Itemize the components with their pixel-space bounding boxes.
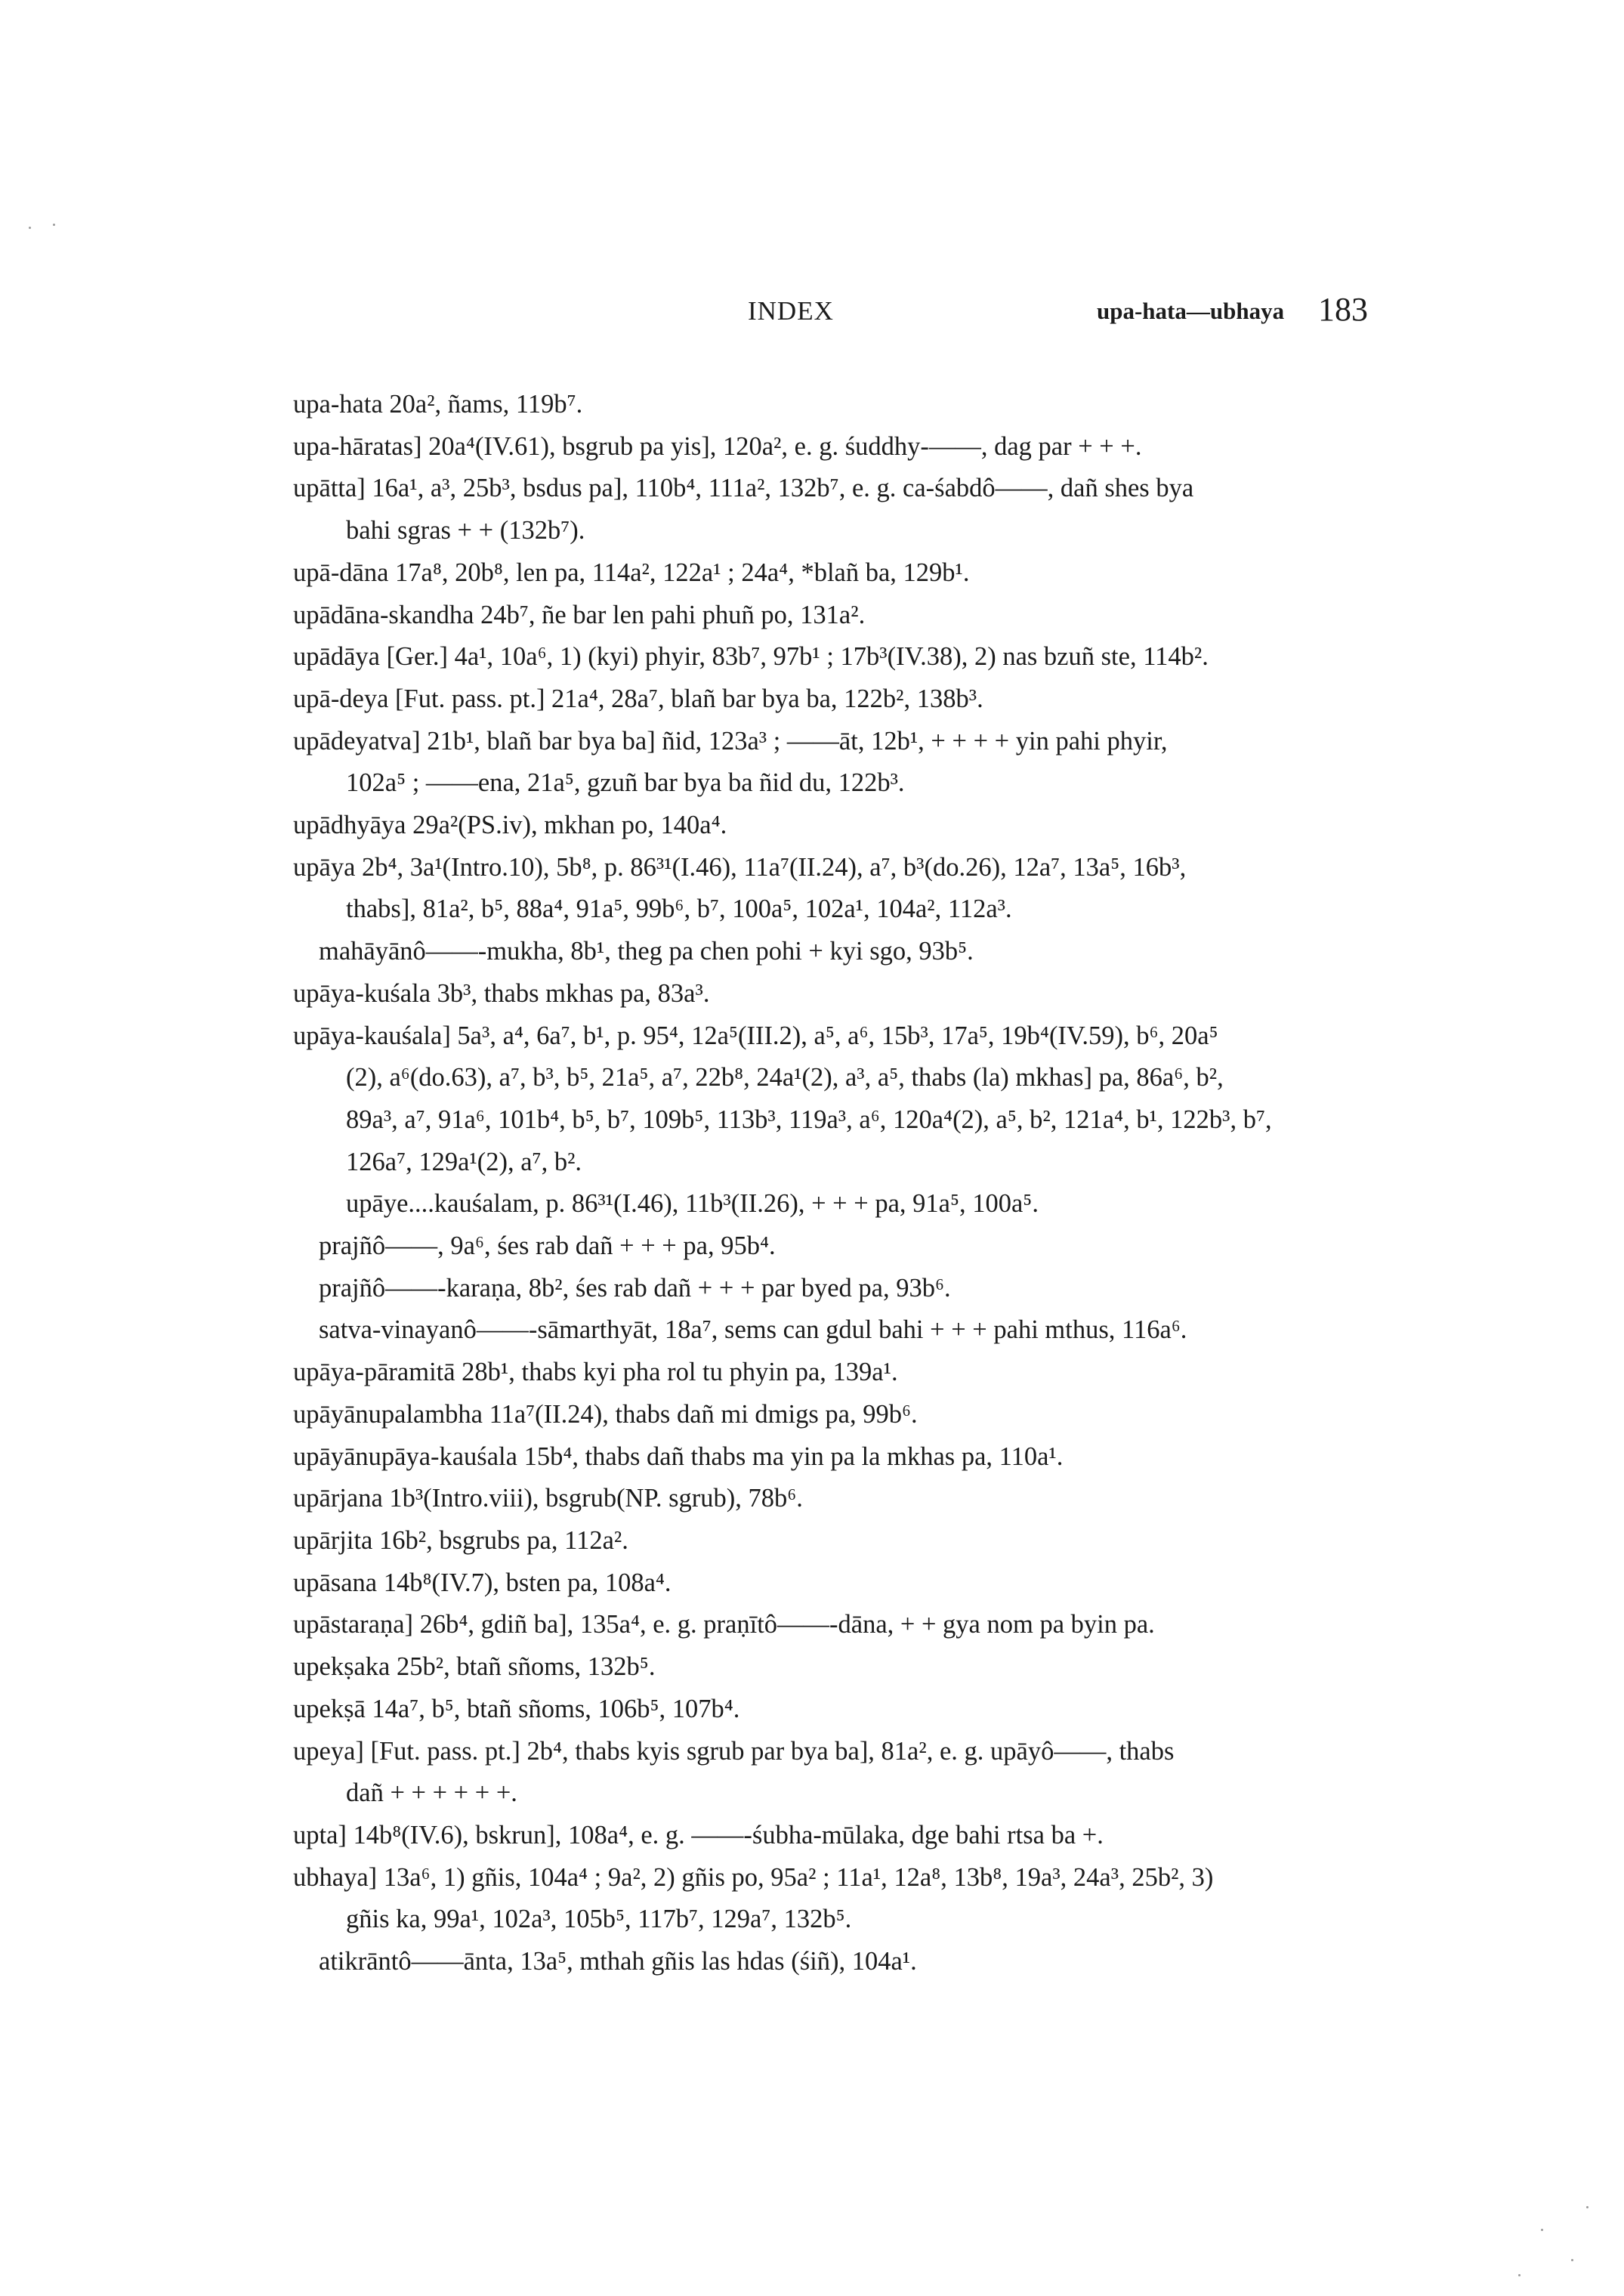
index-line-text: upāya-kuśala 3b³, thabs mkhas pa, 83a³. xyxy=(293,978,710,1008)
index-line-text: thabs], 81a², b⁵, 88a⁴, 91a⁵, 99b⁶, b⁷, 100a⁵, 102a¹, 104a², 112a³. xyxy=(346,895,1012,924)
index-line-text: dañ + + + + + +. xyxy=(346,1778,517,1808)
index-line-text: upekṣaka 25b², btañ sñoms, 132b⁵. xyxy=(293,1652,656,1682)
index-line-text: upāyānupāya-kauśala 15b⁴, thabs dañ thabs ma yin pa la mkhas pa, 110a¹. xyxy=(293,1442,1064,1471)
index-line xyxy=(293,636,1351,678)
index-line xyxy=(293,931,1351,973)
index-line xyxy=(293,1057,1351,1099)
scan-speck xyxy=(1541,2229,1543,2231)
index-line-text: satva-vinayanô——-sāmarthyāt, 18a⁷, sems can gdul bahi + + + pahi mthus, 116a⁶. xyxy=(319,1315,1187,1345)
index-line xyxy=(293,510,1351,552)
index-line-text: upāya 2b⁴, 3a¹(Intro.10), 5b⁸, p. 86³¹(I.46), 11a⁷(II.24), a⁷, b³(do.26), 12a⁷, 13a⁵, 16b³, xyxy=(293,852,1187,882)
index-line xyxy=(293,1352,1351,1394)
index-line xyxy=(293,1394,1351,1436)
index-entries xyxy=(293,384,1351,1983)
index-line-text: upārjana 1b³(Intro.viii), bsgrub(NP. sgrub), 78b⁶. xyxy=(293,1484,803,1513)
index-line-text: upāye....kauśalam, p. 86³¹(I.46), 11b³(II.26), + + + pa, 91a⁵, 100a⁵. xyxy=(346,1189,1039,1219)
index-line-text: atikrāntô——ānta, 13a⁵, mthah gñis las hdas (śiñ), 104a¹. xyxy=(319,1947,917,1976)
index-line-text: upā-deya [Fut. pass. pt.] 21a⁴, 28a⁷, blañ bar bya ba, 122b², 138b³. xyxy=(293,684,983,713)
index-line xyxy=(293,847,1351,889)
index-line xyxy=(293,1309,1351,1352)
index-line-text: 126a⁷, 129a¹(2), a⁷, b². xyxy=(346,1147,582,1176)
index-line xyxy=(293,1646,1351,1689)
index-line xyxy=(293,1268,1351,1310)
scan-speck xyxy=(29,227,31,229)
running-header xyxy=(0,291,1624,341)
index-line xyxy=(293,1772,1351,1815)
index-line-text: upāya-kauśala] 5a³, a⁴, 6a⁷, b¹, p. 95⁴, 12a⁵(III.2), a⁵, a⁶, 15b³, 17a⁵, 19b⁴(IV.59), b⁶, 20a⁵ xyxy=(293,1021,1218,1050)
index-line-text: upeya] [Fut. pass. pt.] 2b⁴, thabs kyis sgrub par bya ba], 81a², e. g. upāyô——, thabs xyxy=(293,1736,1175,1766)
index-line xyxy=(293,1225,1351,1268)
index-line xyxy=(293,805,1351,847)
scan-speck xyxy=(1518,2274,1521,2276)
index-line-text: upāstaraṇa] 26b⁴, gdiñ ba], 135a⁴, e. g. praṇītô——-dāna, + + gya nom pa byin pa. xyxy=(293,1610,1155,1639)
index-line-text: prajñô——, 9a⁶, śes rab dañ + + + pa, 95b⁴. xyxy=(319,1231,776,1261)
index-line-text: upāsana 14b⁸(IV.7), bsten pa, 108a⁴. xyxy=(293,1568,672,1597)
index-line-text: (2), a⁶(do.63), a⁷, b³, b⁵, 21a⁵, a⁷, 22b⁸, 24a¹(2), a³, a⁵, thabs (la) mkhas] pa, 86a⁶, b², xyxy=(346,1063,1224,1092)
index-line-text: prajñô——-karaṇa, 8b², śes rab dañ + + + par byed pa, 93b⁶. xyxy=(319,1273,951,1303)
index-line xyxy=(293,384,1351,426)
scan-speck xyxy=(53,224,55,226)
index-line-text: upāyānupalambha 11a⁷(II.24), thabs dañ mi dmigs pa, 99b⁶. xyxy=(293,1399,918,1429)
index-line-text: mahāyānô——-mukha, 8b¹, theg pa chen pohi + kyi sgo, 93b⁵. xyxy=(319,937,974,966)
page-number: 183 xyxy=(1318,291,1368,328)
index-line-text: bahi sgras + + (132b⁷). xyxy=(346,516,585,545)
index-line xyxy=(293,973,1351,1015)
index-line-text: upāya-pāramitā 28b¹, thabs kyi pha rol tu phyin pa, 139a¹. xyxy=(293,1358,898,1387)
index-line-text: gñis ka, 99a¹, 102a³, 105b⁵, 117b⁷, 129a⁷, 132b⁵. xyxy=(346,1905,852,1934)
index-line-text: 102a⁵ ; ——ena, 21a⁵, gzuñ bar bya ba ñid du, 122b³. xyxy=(346,768,905,798)
index-line xyxy=(293,1562,1351,1605)
index-line xyxy=(293,552,1351,595)
index-line-text: upārjita 16b², bsgrubs pa, 112a². xyxy=(293,1525,628,1555)
index-line xyxy=(293,1520,1351,1562)
index-line-text: upa-hāratas] 20a⁴(IV.61), bsgrub pa yis], 120a², e. g. śuddhy-——, dag par + + +. xyxy=(293,431,1142,461)
index-line-text: upādāya [Ger.] 4a¹, 10a⁶, 1) (kyi) phyir, 83b⁷, 97b¹ ; 17b³(IV.38), 2) nas bzuñ ste, 114b². xyxy=(293,642,1209,672)
index-line xyxy=(293,721,1351,763)
index-line-text: upātta] 16a¹, a³, 25b³, bsdus pa], 110b⁴, 111a², 132b⁷, e. g. ca-śabdô——, dañ shes bya xyxy=(293,474,1194,503)
index-line xyxy=(293,1604,1351,1646)
section-title: INDEX xyxy=(748,296,834,326)
index-line xyxy=(293,595,1351,637)
index-line-text: upādeyatva] 21b¹, blañ bar bya ba] ñid, 123a³ ; ——āt, 12b¹, + + + + yin pahi phyir, xyxy=(293,726,1168,756)
index-line-text: upekṣā 14a⁷, b⁵, btañ sñoms, 106b⁵, 107b⁴. xyxy=(293,1694,740,1723)
index-line xyxy=(293,1015,1351,1058)
index-line-text: upādhyāya 29a²(PS.iv), mkhan po, 140a⁴. xyxy=(293,811,727,840)
index-line xyxy=(293,1941,1351,1983)
scan-speck xyxy=(1586,2206,1588,2208)
index-line-text: upādāna-skandha 24b⁷, ñe bar len pahi phuñ po, 131a². xyxy=(293,600,866,629)
entry-range: upa-hata—ubhaya xyxy=(1097,298,1285,324)
index-line xyxy=(293,762,1351,805)
index-line xyxy=(293,1815,1351,1857)
index-line xyxy=(293,1478,1351,1520)
index-line xyxy=(293,1731,1351,1773)
index-line xyxy=(293,1436,1351,1479)
index-line xyxy=(293,1142,1351,1184)
index-line xyxy=(293,888,1351,931)
scan-speck xyxy=(1571,2259,1573,2261)
index-line xyxy=(293,1899,1351,1941)
index-line-text: 89a³, a⁷, 91a⁶, 101b⁴, b⁵, b⁷, 109b⁵, 113b³, 119a³, a⁶, 120a⁴(2), a⁵, b², 121a⁴, b¹, 122b³, b⁷, xyxy=(346,1105,1272,1134)
index-line xyxy=(293,468,1351,510)
index-line xyxy=(293,1857,1351,1899)
index-line xyxy=(293,1689,1351,1731)
index-line xyxy=(293,426,1351,468)
index-line xyxy=(293,1099,1351,1142)
index-line-text: upta] 14b⁸(IV.6), bskrun], 108a⁴, e. g. ——-śubha-mūlaka, dge bahi rtsa ba +. xyxy=(293,1820,1104,1849)
index-line xyxy=(293,1183,1351,1225)
index-line xyxy=(293,678,1351,721)
index-line-text: upa-hata 20a², ñams, 119b⁷. xyxy=(293,390,583,419)
index-line-text: upā-dāna 17a⁸, 20b⁸, len pa, 114a², 122a¹ ; 24a⁴, *blañ ba, 129b¹. xyxy=(293,558,970,587)
index-line-text: ubhaya] 13a⁶, 1) gñis, 104a⁴ ; 9a², 2) gñis po, 95a² ; 11a¹, 12a⁸, 13b⁸, 19a³, 24a³, 25b², 3) xyxy=(293,1862,1214,1892)
